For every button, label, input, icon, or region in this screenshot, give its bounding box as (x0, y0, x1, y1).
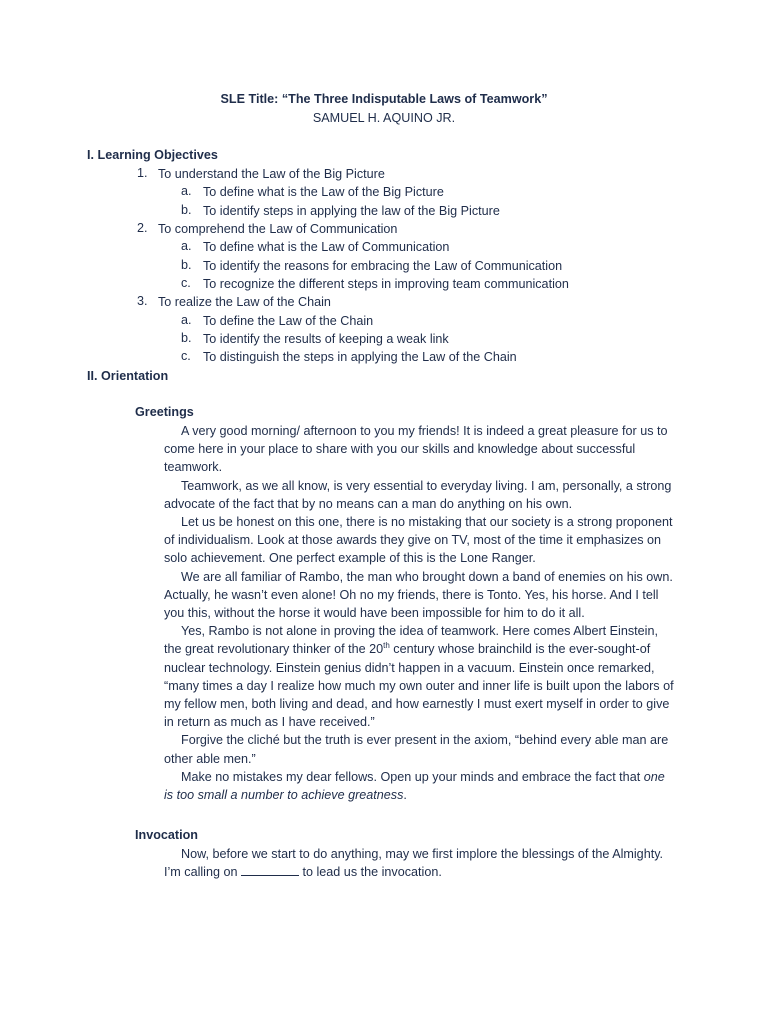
objective-item: To realize the Law of the Chain (158, 295, 331, 309)
paragraph-text: Now, before we start to do anything, may we first implore the blessings of the Almighty. I’m calling on (164, 847, 664, 880)
objective-item: To understand the Law of the Big Picture (158, 167, 385, 181)
paragraph-text: . (403, 788, 407, 803)
paragraph-text: Yes, Rambo is not alone in proving the idea of teamwork. Here comes Albert Einstein, the great revolutionary thinker of the 20 (164, 624, 658, 657)
subheading-invocation: Invocation (135, 828, 198, 842)
sub-objective-letter: b. (181, 203, 192, 217)
sub-objective-letter: a. (181, 313, 192, 327)
sub-objective-item: To identify the reasons for embracing the Law of Communication (203, 259, 563, 273)
emphasis-text: one is too small a number to achieve greatness (164, 769, 665, 803)
sub-objective-item: To distinguish the steps in applying the Law of the Chain (203, 350, 517, 364)
paragraph: We are all familiar of Rambo, the man who brought down a band of enemies on his own. Actually, he wasn’t even alone! Oh no my friends, there is Tonto. Yes, his horse. And I tell you this, without the horse it would have been impossible for him to do it all. (164, 569, 673, 621)
paragraph-text: century whose brainchild is the ever-sought-of nuclear technology. Einstein genius didn’t happen in a vacuum. Einstein once remarked, “many times a day I realize how much my own outer and inner life is built upon the labors of my fellow men, both living and dead, and how earnestly I must exert myself in order to give in return as much as I have received.” (164, 642, 674, 730)
paragraph-text: to lead us the invocation. (299, 865, 442, 880)
ordinal-superscript: th (383, 641, 390, 651)
sub-objective-letter: a. (181, 184, 192, 198)
document-author: SAMUEL H. AQUINO JR. (312, 111, 456, 125)
paragraph: Let us be honest on this one, there is no mistaking that our society is a strong proponent of individualism. Look at those awards they give on TV, most of the time it emphasizes on solo achievement. One perfect example of this is the Lone Ranger. (164, 515, 673, 566)
document-title: SLE Title: “The Three Indisputable Laws of Teamwork” (220, 92, 548, 106)
paragraph: Forgive the cliché but the truth is ever present in the axiom, “behind every able man are other able men.” (164, 733, 669, 766)
objective-number: 1. (137, 166, 148, 180)
sub-objective-letter: c. (181, 349, 191, 363)
sub-objective-item: To define the Law of the Chain (203, 314, 374, 328)
subheading-greetings: Greetings (135, 405, 194, 419)
paragraph-text: Make no mistakes my dear fellows. Open up your minds and embrace the fact that (181, 769, 641, 784)
sub-objective-letter: a. (181, 239, 192, 253)
sub-objective-letter: c. (181, 276, 191, 290)
sub-objective-letter: b. (181, 258, 192, 272)
sub-objective-letter: b. (181, 331, 192, 345)
sub-objective-item: To recognize the different steps in improving team communication (203, 277, 569, 291)
sub-objective-item: To identify the results of keeping a weak link (203, 332, 449, 346)
objective-number: 3. (137, 294, 148, 308)
invocation-body (164, 845, 676, 881)
section-heading-orientation: II. Orientation (87, 369, 169, 383)
objective-item: To comprehend the Law of Communication (158, 222, 398, 236)
sub-objective-item: To define what is the Law of the Big Picture (203, 185, 444, 199)
sub-objective-item: To identify steps in applying the law of the Big Picture (203, 204, 500, 218)
objective-number: 2. (137, 221, 148, 235)
paragraph: Teamwork, as we all know, is very essential to everyday living. I am, personally, a strong advocate of the fact that by no means can a man do anything on his own. (164, 478, 672, 511)
paragraph: A very good morning/ afternoon to you my friends! It is indeed a great pleasure for us to come here in your place to share with you our skills and knowledge about successful teamwork. (164, 424, 668, 475)
paragraph (164, 622, 676, 731)
section-heading-objectives: I. Learning Objectives (87, 148, 218, 162)
fill-in-blank (241, 863, 299, 876)
sub-objective-item: To define what is the Law of Communication (203, 240, 450, 254)
paragraph (164, 768, 676, 804)
greetings-body (164, 422, 676, 804)
paragraph (164, 845, 676, 881)
